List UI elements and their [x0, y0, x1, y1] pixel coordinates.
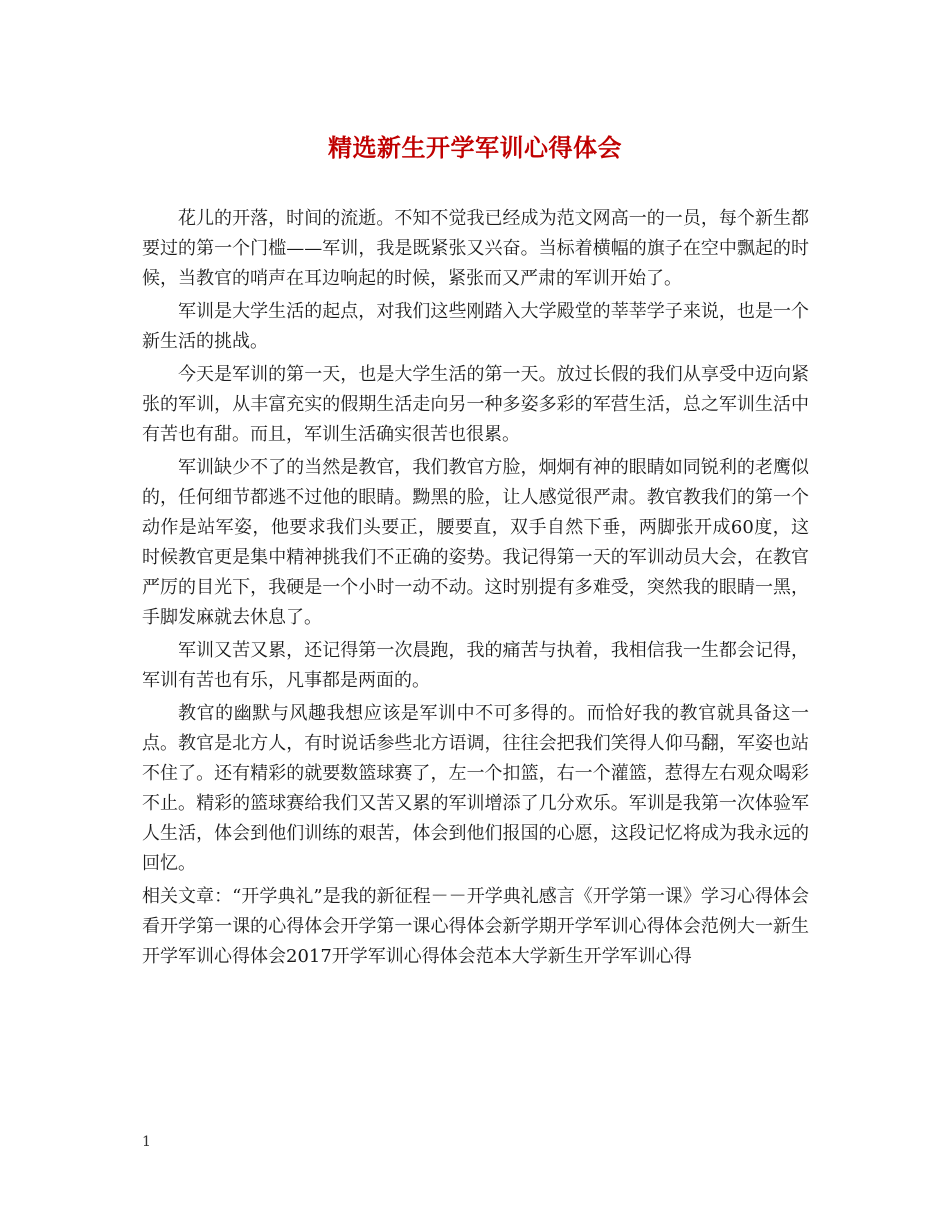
document-body: [142, 204, 809, 972]
paragraph-3: 今天是军训的第一天，也是大学生活的第一天。放过长假的我们从享受中迈向紧张的军训，从丰富充实的假期生活走向另一种多姿多彩的军营生活，总之军训生活中有苦也有甜。而且，军训生活确实很苦也很累。: [142, 364, 809, 445]
paragraph-1: 花儿的开落，时间的流逝。不知不觉我已经成为范文网高一的一员，每个新生都要过的第一个门槛——军训，我是既紧张又兴奋。当标着横幅的旗子在空中飘起的时候，当教官的哨声在耳边响起的时候，紧张而又严肃的军训开始了。: [142, 208, 809, 289]
paragraph-5: 军训又苦又累，还记得第一次晨跑，我的痛苦与执着，我相信我一生都会记得，军训有苦也有乐，凡事都是两面的。: [142, 640, 809, 691]
paragraph-6: 教官的幽默与风趣我想应该是军训中不可多得的。而恰好我的教官就具备这一点。教官是北方人，有时说话参些北方语调，往往会把我们笑得人仰马翻，军姿也站不住了。还有精彩的就要数篮球赛了，左一个扣篮，右一个灌篮，惹得左右观众喝彩不止。精彩的篮球赛给我们又苦又累的军训增添了几分欢乐。军训是我第一次体验军人生活，体会到他们训练的艰苦，体会到他们报国的心愿，这段记忆将成为我永远的回忆。: [142, 703, 809, 874]
paragraph-4: 军训缺少不了的当然是教官，我们教官方脸，炯炯有神的眼睛如同锐利的老鹰似的，任何细节都逃不过他的眼睛。黝黑的脸，让人感觉很严肃。教官教我们的第一个动作是站军姿，他要求我们头要正，腰要直，双手自然下垂，两脚张开成60度，这时候教官更是集中精神挑我们不正确的姿势。我记得第一天的军训动员大会，在教官严厉的目光下，我硬是一个小时一动不动。这时别提有多难受，突然我的眼睛一黑，手脚发麻就去休息了。: [142, 457, 809, 628]
paragraph-2: 军训是大学生活的起点，对我们这些刚踏入大学殿堂的莘莘学子来说，也是一个新生活的挑战。: [142, 301, 809, 352]
document-title: 精选新生开学军训心得体会: [328, 133, 622, 162]
page-number: 1: [142, 1134, 151, 1150]
related-articles: 相关文章：“开学典礼”是我的新征程－－开学典礼感言《开学第一课》学习心得体会看开学第一课的心得体会开学第一课心得体会新学期开学军训心得体会范例大一新生开学军训心得体会2017开学军训心得体会范本大学新生开学军训心得: [142, 886, 809, 967]
